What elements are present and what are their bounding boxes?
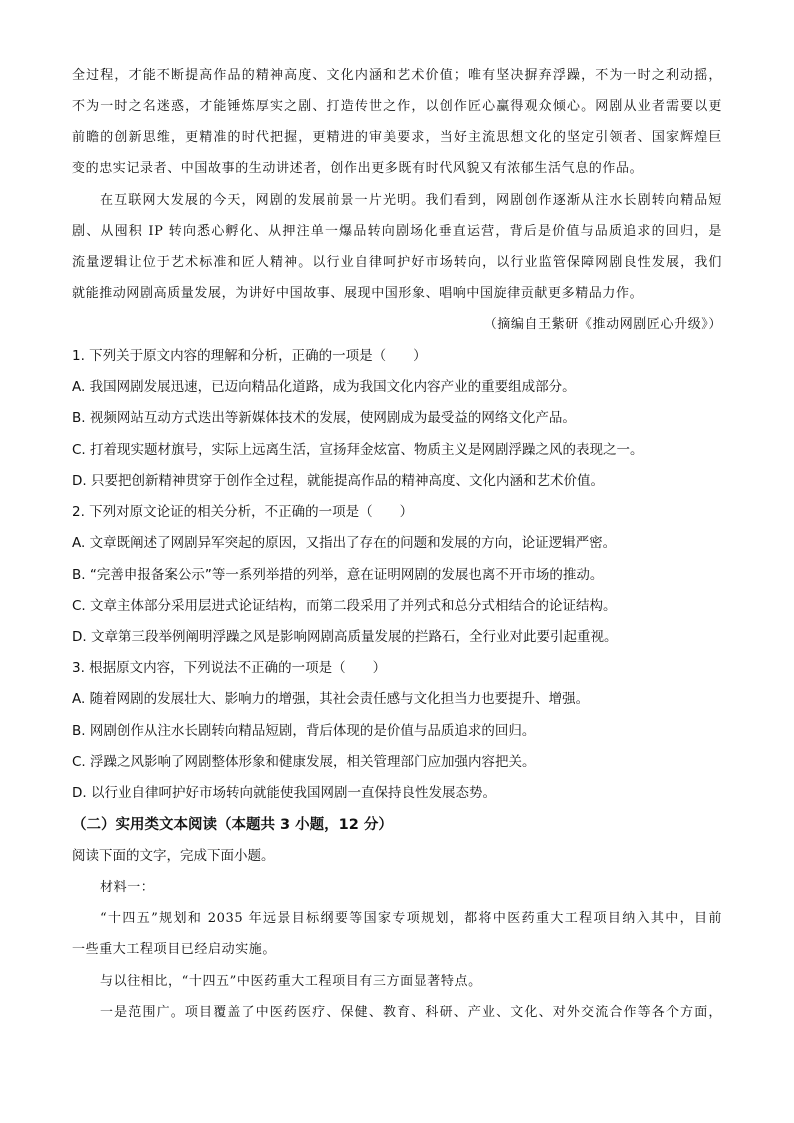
material-line: 与以往相比，“十四五”中医药重大工程项目有三方面显著特点。 bbox=[100, 974, 482, 989]
question-option: C. 浮躁之风影响了网剧整体形象和健康发展，相关管理部门应加强内容把关。 bbox=[72, 754, 536, 770]
question-option: D. 只要把创新精神贯穿于创作全过程，就能提高作品的精神高度、文化内涵和艺术价值。 bbox=[72, 473, 604, 489]
question-stem: 3. 根据原文内容，下列说法不正确的一项是（ ） bbox=[72, 660, 387, 676]
article-line: 变的忠实记录者、中国故事的生动讲述者，创作出更多既有时代风貌又有浓郁生活气息的作品。 bbox=[72, 161, 644, 176]
question-option: C. 文章主体部分采用层进式论证结构，而第二段采用了并列式和总分式相结合的论证结构。 bbox=[72, 598, 617, 614]
material-line: 一是范围广。项目覆盖了中医药医疗、保健、教育、科研、产业、文化、对外交流合作等各个方面， bbox=[100, 1005, 722, 1020]
article-line: 就能推动网剧高质量发展，为讲好中国故事、展现中国形象、唱响中国旋律贡献更多精品力作。 bbox=[72, 286, 644, 301]
question-stem: 2. 下列对原文论证的相关分析，不正确的一项是（ ） bbox=[72, 504, 414, 520]
question-option: D. 以行业自律呵护好市场转向就能使我国网剧一直保持良性发展态势。 bbox=[72, 785, 496, 801]
question-option: A. 我国网剧发展迅速，已迈向精品化道路，成为我国文化内容产业的重要组成部分。 bbox=[72, 379, 576, 395]
question-option: B. 视频网站互动方式迭出等新媒体技术的发展，使网剧成为最受益的网络文化产品。 bbox=[72, 410, 576, 426]
article-line: 剧、从囤积 IP 转向悉心孵化、从押注单一爆品转向剧场化垂直运营，背后是价值与品质追求的回归，是 bbox=[72, 224, 722, 239]
question-option: B. “完善申报备案公示”等一系列举措的列举，意在证明网剧的发展也离不开市场的推动。 bbox=[72, 567, 604, 583]
article-line: 全过程，才能不断提高作品的精神高度、文化内涵和艺术价值；唯有坚决摒弃浮躁，不为一时之利动摇， bbox=[72, 68, 722, 83]
article-line: 前瞻的创新思维，更精准的时代把握，更精进的审美要求，当好主流思想文化的坚定引领者、国家辉煌巨 bbox=[72, 130, 722, 145]
material-line: 一些重大工程项目已经启动实施。 bbox=[72, 942, 277, 957]
question-option: C. 打着现实题材旗号，实际上远离生活，宣扬拜金炫富、物质主义是网剧浮躁之风的表现之一。 bbox=[72, 442, 644, 458]
question-option: A. 文章既阐述了网剧异军突起的原因，又指出了存在的问题和发展的方向，论证逻辑严密。 bbox=[72, 535, 617, 551]
article-line: 不为一时之名迷惑，才能锤炼厚实之剧、打造传世之作，以创作匠心赢得观众倾心。网剧从业者需要以更 bbox=[72, 99, 722, 114]
article-line: 流量逻辑让位于艺术标准和匠人精神。以行业自律呵护好市场转向，以行业监管保障网剧良性发展，我们 bbox=[72, 255, 722, 270]
material-line: “十四五”规划和 2035 年远景目标纲要等国家专项规划，都将中医药重大工程项目纳入其中，目前 bbox=[100, 911, 722, 926]
section-heading: （二）实用类文本阅读（本题共 3 小题，12 分） bbox=[72, 817, 393, 833]
question-option: D. 文章第三段举例阐明浮躁之风是影响网剧高质量发展的拦路石，全行业对此要引起重视。 bbox=[72, 629, 618, 645]
article-line: 在互联网大发展的今天，网剧的发展前景一片光明。我们看到，网剧创作逐渐从注水长剧转向精品短 bbox=[100, 193, 722, 208]
article-source: （摘编自王紫研《推动网剧匠心升级》） bbox=[483, 317, 722, 332]
material-label: 材料一： bbox=[100, 880, 155, 895]
question-stem: 1. 下列关于原文内容的理解和分析，正确的一项是（ ） bbox=[72, 348, 427, 364]
question-option: A. 随着网剧的发展壮大、影响力的增强，其社会责任感与文化担当力也要提升、增强。 bbox=[72, 691, 590, 707]
section-instruction: 阅读下面的文字，完成下面小题。 bbox=[72, 848, 275, 864]
question-option: B. 网剧创作从注水长剧转向精品短剧，背后体现的是价值与品质追求的回归。 bbox=[72, 723, 536, 739]
